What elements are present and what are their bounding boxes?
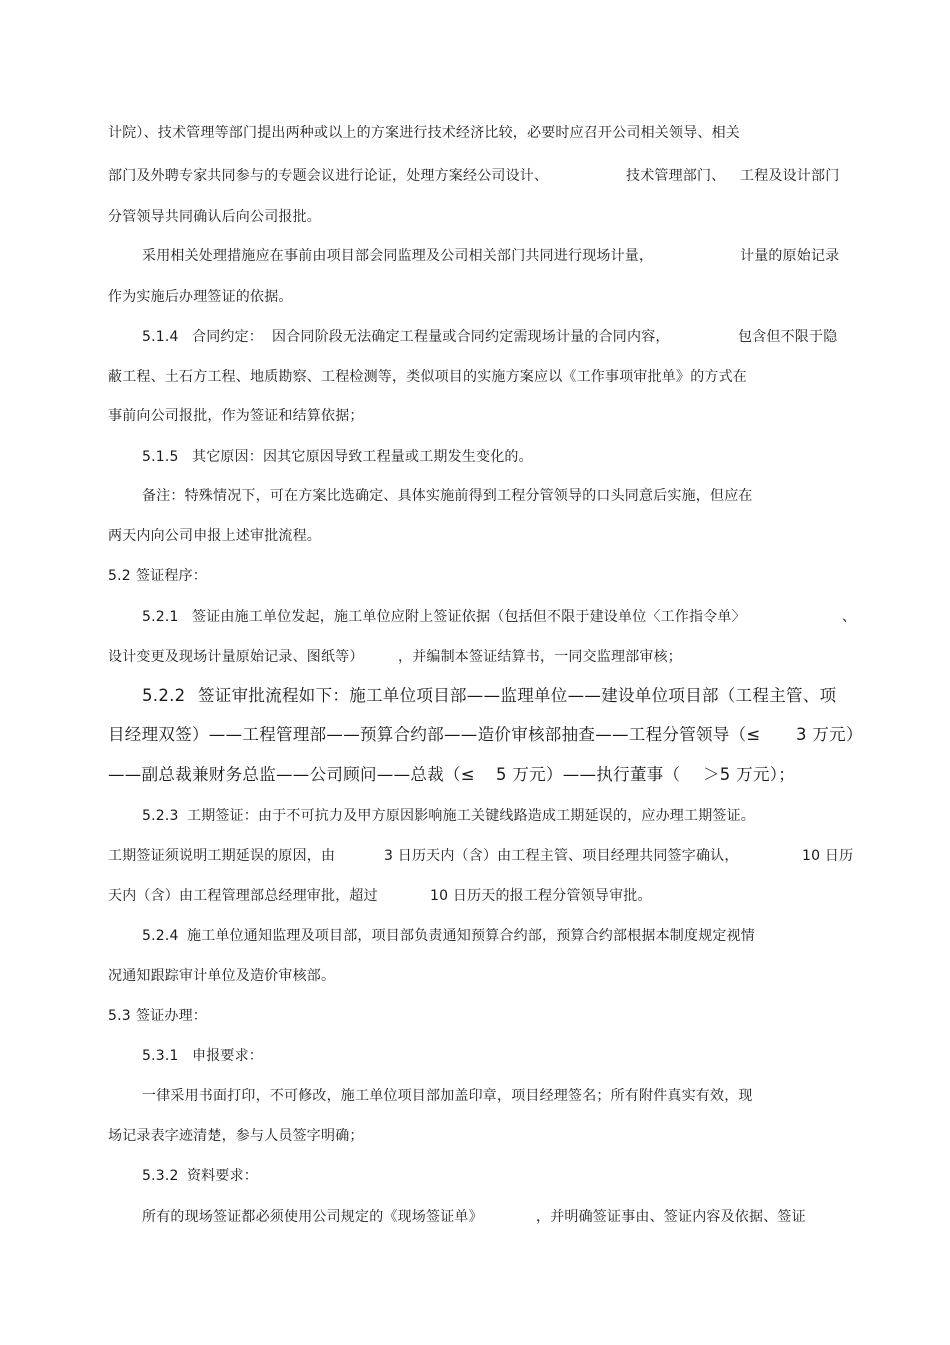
text-segment: 合同约定：: [192, 329, 263, 345]
text-segment: 施工单位通知监理及项目部，项目部负责通知预算合约部，预算合约部根据本制度规定视情: [187, 928, 755, 944]
section-number: 5.1.5: [142, 449, 179, 465]
text-segment: 目经理双签）——工程管理部——预算合约部——造价审核部抽查——工程分管领导（≤: [108, 725, 761, 744]
text-segment: 签证由施工单位发起，施工单位应附上签证依据（包括但不限于建设单位〈工作指令单〉: [192, 609, 746, 625]
text-segment: 采用相关处理措施应在事前由项目部会同监理及公司相关部门共同进行现场计量，: [142, 248, 654, 264]
section-heading: 资料要求：: [187, 1168, 258, 1184]
text-segment: 3 万元）: [796, 725, 863, 744]
section-number: 5.2.4: [142, 928, 179, 944]
text-segment: 其它原因：因其它原因导致工程量或工期发生变化的。: [192, 449, 533, 465]
section-number: 5.2: [108, 568, 131, 584]
section-number: 5.2.2: [142, 686, 186, 705]
text-segment: 包含但不限于隐: [738, 329, 838, 345]
section-heading: 签证办理：: [136, 1008, 207, 1024]
text-segment: 工期签证：由于不可抗力及甲方原因影响施工关键线路造成工期延误的，应办理工期签证。: [187, 808, 755, 824]
text-segment: 蔽工程、土石方工程、地质勘察、工程检测等，类似项目的实施方案应以《工作事项审批单》的方式在: [108, 369, 747, 385]
text-segment: 5 万元）——执行董事（: [496, 765, 681, 784]
text-segment: 设计变更及现场计量原始记录、图纸等）: [108, 649, 364, 665]
text-segment: ——副总裁兼财务总监——公司顾问——总裁（≤: [108, 765, 475, 784]
text-segment: 技术管理部门、: [626, 168, 726, 184]
text-segment: 3 日历天内（含）由工程主管、项目经理共同签字确认，: [384, 848, 739, 864]
text-segment: 计院）、技术管理等部门提出两种或以上的方案进行技术经济比较，必要时应召开公司相关领导、相关: [108, 125, 740, 141]
section-number: 5.2.3: [142, 808, 179, 824]
section-heading: 签证程序：: [136, 568, 207, 584]
text-segment: 作为实施后办理签证的依据。: [108, 289, 293, 305]
text-segment: 天内（含）由工程管理部总经理审批，超过: [108, 888, 378, 904]
text-segment: 分管领导共同确认后向公司报批。: [108, 209, 321, 225]
text-segment: 备注：特殊情况下，可在方案比选确定、具体实施前得到工程分管领导的口头同意后实施，但应在: [142, 488, 753, 504]
text-segment: 、: [842, 609, 857, 625]
text-segment: 况通知跟踪审计单位及造价审核部。: [108, 968, 336, 984]
text-segment: 场记录表字迹清楚，参与人员签字明确；: [108, 1128, 364, 1144]
text-segment: 一律采用书面打印，不可修改，施工单位项目部加盖印章，项目经理签名；所有附件真实有效，现: [142, 1088, 753, 1104]
text-segment: 计量的原始记录: [740, 248, 840, 264]
text-segment: 工期签证须说明工期延误的原因，由: [108, 848, 336, 864]
section-number: 5.3.1: [142, 1048, 179, 1064]
section-number: 5.3.2: [142, 1168, 179, 1184]
text-segment: 事前向公司报批，作为签证和结算依据；: [108, 408, 364, 424]
text-segment: ＞5 万元）；: [703, 765, 796, 784]
section-number: 5.1.4: [142, 329, 179, 345]
text-segment: 10 日历天的报工程分管领导审批。: [430, 888, 652, 904]
text-segment: 所有的现场签证都必须使用公司规定的《现场签证单》: [142, 1209, 483, 1225]
text-segment: 10 日历: [802, 848, 854, 864]
section-number: 5.3: [108, 1008, 131, 1024]
text-segment: 因合同阶段无法确定工程量或合同约定需现场计量的合同内容，: [272, 329, 670, 345]
text-segment: 签证审批流程如下：施工单位项目部——监理单位——建设单位项目部（工程主管、项: [198, 686, 837, 705]
section-heading: 申报要求：: [192, 1048, 263, 1064]
text-segment: 工程及设计部门: [740, 168, 840, 184]
text-segment: 部门及外聘专家共同参与的专题会议进行论证，处理方案经公司设计、: [108, 168, 549, 184]
section-number: 5.2.1: [142, 609, 179, 625]
text-segment: 两天内向公司申报上述审批流程。: [108, 528, 321, 544]
text-segment: ，并明确签证事由、签证内容及依据、签证: [536, 1209, 806, 1225]
text-segment: ，并编制本签证结算书，一同交监理部审核；: [398, 649, 682, 665]
